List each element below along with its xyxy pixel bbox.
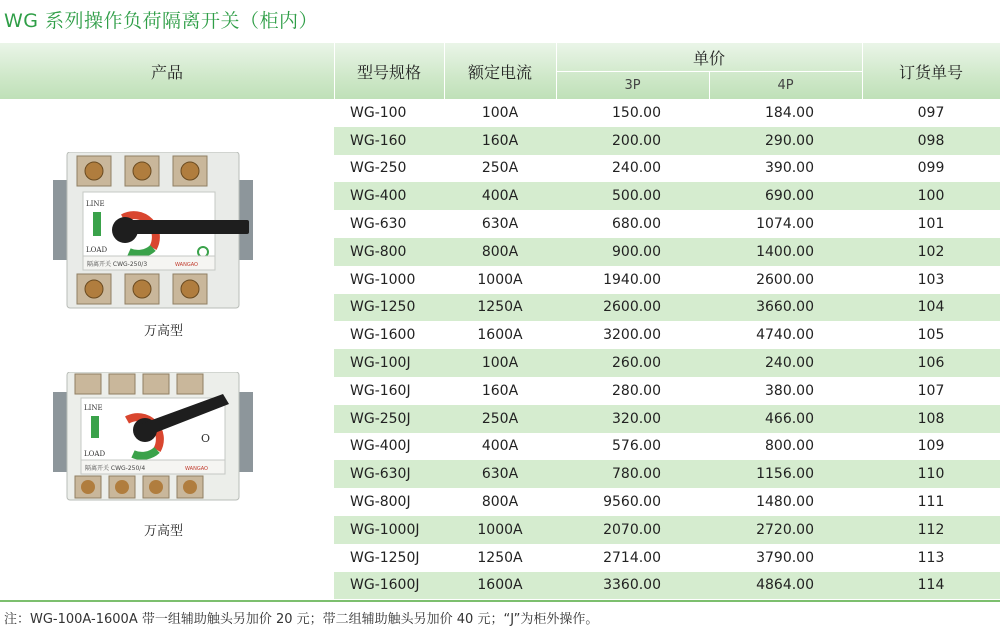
price-4p-cell: 2600.00 (756, 271, 814, 288)
table-row (334, 433, 1000, 461)
switch-3p-image (53, 152, 253, 312)
off-mark: O (201, 432, 211, 445)
price-4p-cell: 1480.00 (756, 494, 814, 511)
price-3p-cell: 320.00 (612, 410, 661, 427)
header-current: 额定电流 (467, 62, 532, 82)
page-title: WG 系列操作负荷隔离开关（柜内） (4, 10, 319, 32)
table-row (334, 155, 1000, 183)
header-model: 型号规格 (356, 62, 421, 82)
table-row (334, 377, 1000, 405)
model-cell: WG-1000J (350, 521, 420, 538)
model-cell: WG-800 (350, 243, 407, 260)
price-3p-cell: 280.00 (612, 382, 661, 399)
header-price-4p: 4P (777, 77, 794, 93)
current-cell: 1250A (477, 549, 523, 566)
model-cell: WG-630 (350, 216, 407, 233)
bottom-terminals (77, 274, 207, 304)
line-label: LINE (84, 404, 103, 412)
header-divider (556, 71, 862, 72)
table-row (334, 294, 1000, 322)
table-row (334, 405, 1000, 433)
price-3p-cell: 3360.00 (603, 577, 661, 594)
table-row (334, 99, 1000, 127)
price-4p-cell: 2720.00 (756, 521, 814, 538)
switch-indicator (93, 212, 101, 236)
header-price-3p: 3P (624, 77, 641, 93)
current-cell: 160A (481, 132, 519, 149)
price-3p-cell: 1940.00 (603, 271, 661, 288)
load-label: LOAD (86, 246, 108, 254)
header-divider (444, 43, 445, 99)
current-cell: 400A (481, 438, 519, 455)
current-cell: 250A (481, 410, 519, 427)
bottom-rule (0, 600, 1000, 602)
order-number-cell: 110 (917, 466, 945, 483)
table-row (334, 572, 1000, 600)
current-cell: 800A (481, 243, 519, 260)
current-cell: 1250A (477, 299, 523, 316)
price-4p-cell: 390.00 (765, 160, 814, 177)
footnote: 注：WG-100A-1600A 带一组辅助触头另加价 20 元；带二组辅助触头另加价 40 元；“J”为柜外操作。 (4, 612, 599, 627)
current-cell: 100A (481, 104, 519, 121)
price-3p-cell: 780.00 (612, 466, 661, 483)
model-cell: WG-100J (350, 355, 411, 372)
table-row (334, 516, 1000, 544)
model-cell: WG-630J (350, 466, 411, 483)
current-cell: 630A (481, 466, 519, 483)
price-3p-cell: 240.00 (612, 160, 661, 177)
order-number-cell: 104 (917, 299, 945, 316)
model-cell: WG-800J (350, 494, 411, 511)
order-number-cell: 102 (917, 243, 945, 260)
price-4p-cell: 466.00 (765, 410, 814, 427)
price-3p-cell: 2600.00 (603, 299, 661, 316)
price-3p-cell: 900.00 (612, 243, 661, 260)
price-3p-cell: 200.00 (612, 132, 661, 149)
table-row (334, 544, 1000, 572)
header-product: 产品 (150, 62, 183, 82)
table-row (334, 182, 1000, 210)
current-cell: 1000A (477, 521, 523, 538)
price-4p-cell: 4740.00 (756, 327, 814, 344)
table-row (334, 460, 1000, 488)
table-row (334, 238, 1000, 266)
model-cell: WG-400J (350, 438, 411, 455)
model-cell: WG-400 (350, 188, 407, 205)
current-cell: 630A (481, 216, 519, 233)
price-4p-cell: 3790.00 (756, 549, 814, 566)
price-3p-cell: 576.00 (612, 438, 661, 455)
order-number-cell: 099 (917, 160, 945, 177)
top-terminals (77, 156, 207, 186)
brand-logo-text: WANGAO (175, 262, 198, 268)
price-3p-cell: 260.00 (612, 355, 661, 372)
order-number-cell: 113 (917, 549, 945, 566)
model-cell: WG-250 (350, 160, 407, 177)
line-label: LINE (86, 200, 105, 208)
current-cell: 1600A (477, 577, 523, 594)
product-caption: 万高型 (144, 324, 184, 339)
product-caption: 万高型 (144, 524, 184, 539)
price-4p-cell: 380.00 (765, 382, 814, 399)
order-number-cell: 112 (917, 521, 945, 538)
price-4p-cell: 3660.00 (756, 299, 814, 316)
header-order: 订货单号 (898, 62, 963, 82)
price-3p-cell: 500.00 (612, 188, 661, 205)
order-number-cell: 106 (917, 355, 945, 372)
price-4p-cell: 290.00 (765, 132, 814, 149)
model-cell: WG-100 (350, 104, 407, 121)
switch-4p-image (53, 372, 253, 502)
current-cell: 250A (481, 160, 519, 177)
model-cell: WG-1250 (350, 299, 416, 316)
nameplate-text: 隔离开关 CWG-250/3 (87, 261, 148, 268)
table-row (334, 127, 1000, 155)
model-cell: WG-1600 (350, 327, 416, 344)
order-number-cell: 109 (917, 438, 945, 455)
table-row (334, 349, 1000, 377)
current-cell: 800A (481, 494, 519, 511)
price-3p-cell: 2714.00 (603, 549, 661, 566)
order-number-cell: 108 (917, 410, 945, 427)
operating-handle (119, 220, 249, 234)
model-cell: WG-250J (350, 410, 411, 427)
order-number-cell: 100 (917, 188, 945, 205)
model-cell: WG-1000 (350, 271, 416, 288)
model-cell: WG-160 (350, 132, 407, 149)
model-cell: WG-1250J (350, 549, 420, 566)
order-number-cell: 107 (917, 382, 945, 399)
current-cell: 1600A (477, 327, 523, 344)
load-label: LOAD (84, 450, 106, 458)
price-table-body (334, 99, 1000, 599)
current-cell: 160A (481, 382, 519, 399)
header-divider (709, 71, 710, 99)
price-4p-cell: 240.00 (765, 355, 814, 372)
table-row (334, 488, 1000, 516)
brand-logo-text: WANGAO (185, 466, 208, 472)
order-number-cell: 111 (917, 494, 945, 511)
switch-indicator (91, 416, 99, 438)
price-3p-cell: 680.00 (612, 216, 661, 233)
price-4p-cell: 4864.00 (756, 577, 814, 594)
current-cell: 400A (481, 188, 519, 205)
model-cell: WG-160J (350, 382, 411, 399)
model-cell: WG-1600J (350, 577, 420, 594)
price-4p-cell: 184.00 (765, 104, 814, 121)
header-price: 单价 (692, 48, 725, 68)
order-number-cell: 103 (917, 271, 945, 288)
price-4p-cell: 1400.00 (756, 243, 814, 260)
table-row (334, 210, 1000, 238)
order-number-cell: 114 (917, 577, 945, 594)
price-4p-cell: 690.00 (765, 188, 814, 205)
order-number-cell: 097 (917, 104, 945, 121)
order-number-cell: 101 (917, 216, 945, 233)
nameplate-text: 隔离开关 CWG-250/4 (85, 465, 146, 472)
price-3p-cell: 150.00 (612, 104, 661, 121)
price-3p-cell: 9560.00 (603, 494, 661, 511)
price-4p-cell: 1156.00 (756, 466, 814, 483)
current-cell: 1000A (477, 271, 523, 288)
table-row (334, 321, 1000, 349)
price-4p-cell: 1074.00 (756, 216, 814, 233)
current-cell: 100A (481, 355, 519, 372)
order-number-cell: 098 (917, 132, 945, 149)
header-divider (862, 43, 863, 99)
product-column (0, 99, 334, 600)
price-3p-cell: 2070.00 (603, 521, 661, 538)
header-divider (334, 43, 335, 99)
price-4p-cell: 800.00 (765, 438, 814, 455)
price-3p-cell: 3200.00 (603, 327, 661, 344)
table-row (334, 266, 1000, 294)
order-number-cell: 105 (917, 327, 945, 344)
